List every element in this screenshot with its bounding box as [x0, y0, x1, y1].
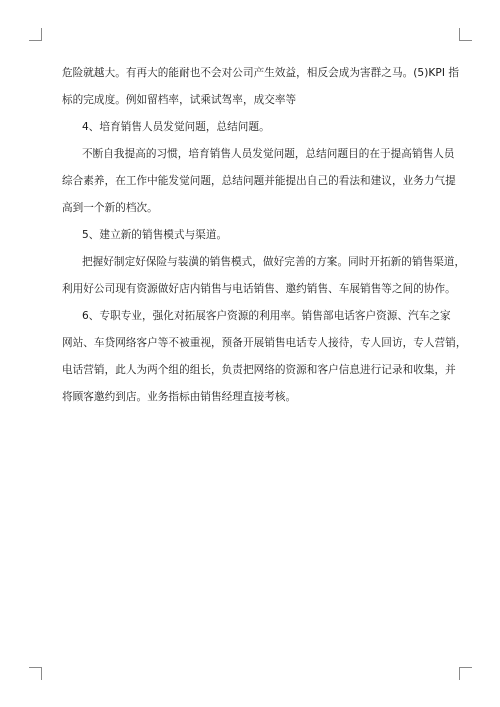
text-line: 标的完成度。例如留档率，试乘试驾率，成交率等: [62, 94, 297, 106]
text-line: 利用好公司现有资源做好店内销售与电话销售、邀约销售、车展销售等之间的协作。: [62, 283, 456, 295]
text-line: 将顾客邀约到店。业务指标由销售经理直接考核。: [62, 391, 297, 403]
section-heading: 6、专职专业，强化对拓展客户资源的利用率。销售部电话客户资源、汽车之家: [82, 310, 451, 322]
text-line: 不断自我提高的习惯，培育销售人员发觉问题，总结问题目的在于提高销售人员: [82, 148, 455, 160]
text-line: 把握好制定好保险与装潢的销售模式，做好完善的方案。同时开拓新的销售渠道，: [82, 256, 466, 268]
crop-mark-top-left: [29, 28, 42, 41]
text-line: 网站、车贷网络客户等不被重视，预备开展销售电话专人接待，专人回访，专人营销，: [62, 337, 467, 349]
text-line: 电话营销，此人为两个组的组长，负责把网络的资源和客户信息进行记录和收集，并: [62, 364, 456, 376]
section-heading: 4、培育销售人员发觉问题，总结问题。: [82, 121, 270, 133]
section-heading: 5、建立新的销售模式与渠道。: [82, 229, 228, 241]
document-body: [62, 60, 467, 411]
text-line: 综合素养，在工作中能发觉问题，总结问题并能提出自己的看法和建议，业务力气提: [62, 175, 456, 187]
crop-mark-bottom-left: [29, 667, 42, 680]
crop-mark-bottom-right: [459, 667, 472, 680]
text-line: 高到一个新的档次。: [62, 202, 158, 214]
text-line: 危险就越大。有再大的能耐也不会对公司产生效益，相反会成为害群之马。(5)KPI 指: [62, 67, 460, 79]
crop-mark-top-right: [459, 28, 472, 41]
